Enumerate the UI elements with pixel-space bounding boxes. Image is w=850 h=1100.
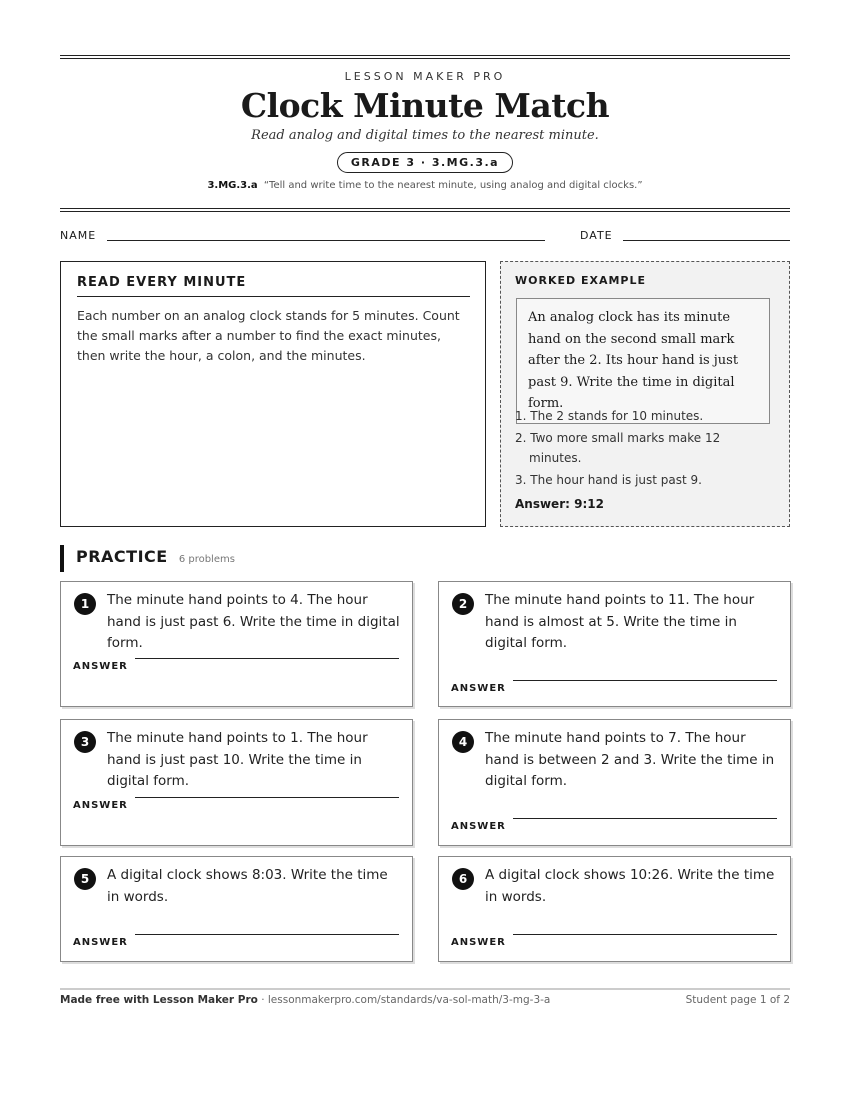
brand-name: LESSON MAKER PRO — [344, 70, 506, 83]
problem-number: 4 — [452, 731, 474, 753]
answer-field[interactable] — [513, 818, 777, 819]
worked-example-answer: Answer: 9:12 — [515, 497, 604, 511]
date-label: DATE — [580, 229, 613, 242]
problem-number: 1 — [74, 593, 96, 615]
header-bottom-double-rule — [60, 208, 790, 212]
problem-text: The minute hand points to 11. The hour hand is almost at 5. Write the time in digital form. — [485, 592, 755, 651]
read-box-title: READ EVERY MINUTE — [77, 275, 470, 297]
answer-label: ANSWER — [73, 661, 128, 672]
answer-field[interactable] — [135, 797, 399, 798]
problem-text: The minute hand points to 4. The hour hand is just past 6. Write the time in digital form. — [107, 592, 400, 651]
student-info-row — [60, 229, 790, 245]
problem-text: The minute hand points to 1. The hour hand is just past 10. Write the time in digital form. — [107, 730, 368, 789]
name-label: NAME — [60, 229, 97, 242]
worked-example-step: 1. The 2 stands for 10 minutes. — [515, 409, 704, 423]
footer-url[interactable]: · lessonmakerpro.com/standards/va-sol-math/3-mg-3-a — [257, 994, 551, 1006]
problem-number: 2 — [452, 593, 474, 615]
problem-number: 3 — [74, 731, 96, 753]
problem-number: 5 — [74, 868, 96, 890]
practice-card-2 — [438, 581, 791, 707]
date-field[interactable] — [623, 240, 790, 241]
worked-example-box — [500, 261, 790, 527]
practice-card-4 — [438, 719, 791, 846]
practice-card-1 — [60, 581, 413, 707]
answer-label: ANSWER — [451, 937, 506, 948]
problem-text: A digital clock shows 8:03. Write the time in words. — [107, 867, 388, 905]
top-double-rule — [60, 55, 790, 59]
page-footer — [60, 994, 790, 1006]
footer-page-info: Student page 1 of 2 — [685, 994, 790, 1006]
practice-heading — [60, 545, 235, 572]
page-title: Clock Minute Match — [240, 86, 610, 125]
problem-text: A digital clock shows 10:26. Write the time in words. — [485, 867, 775, 905]
answer-label: ANSWER — [451, 821, 506, 832]
worksheet-page — [60, 0, 790, 1006]
problem-text: The minute hand points to 7. The hour hand is between 2 and 3. Write the time in digital form. — [485, 730, 775, 789]
practice-count: 6 problems — [178, 554, 235, 565]
worked-example-step: 3. The hour hand is just past 9. — [515, 473, 702, 487]
answer-label: ANSWER — [73, 937, 128, 948]
answer-field[interactable] — [513, 934, 777, 935]
worked-example-steps — [515, 406, 775, 492]
practice-title: PRACTICE — [76, 547, 168, 566]
read-box-body: Each number on an analog clock stands for 5 minutes. Count the small marks after a number to find the exact minutes, then write the hour, a colon, and the minutes. — [77, 308, 460, 363]
page-subtitle: Read analog and digital times to the nearest minute. — [251, 128, 599, 143]
grade-badge: GRADE 3 · 3.MG.3.a — [337, 152, 513, 173]
answer-field[interactable] — [135, 658, 399, 659]
standard-text: “Tell and write time to the nearest minute, using analog and digital clocks.” — [263, 180, 643, 191]
footer-made-with: Made free with Lesson Maker Pro — [60, 994, 258, 1006]
practice-card-3 — [60, 719, 413, 846]
answer-field[interactable] — [513, 680, 777, 681]
worked-example-problem: An analog clock has its minute hand on the second small mark after the 2. Its hour hand is just past 9. Write the time in digital form. — [516, 298, 770, 424]
practice-card-5 — [60, 856, 413, 962]
worked-example-title: WORKED EXAMPLE — [515, 274, 646, 287]
standard-description — [60, 180, 790, 191]
name-field[interactable] — [107, 240, 545, 241]
problem-number: 6 — [452, 868, 474, 890]
answer-field[interactable] — [135, 934, 399, 935]
read-every-minute-box — [60, 261, 486, 527]
answer-label: ANSWER — [73, 800, 128, 811]
worked-example-step: 2. Two more small marks make 12 minutes. — [515, 431, 721, 465]
practice-card-6 — [438, 856, 791, 962]
standard-code: 3.MG.3.a — [207, 180, 258, 191]
footer-rule — [60, 988, 790, 990]
answer-label: ANSWER — [451, 683, 506, 694]
